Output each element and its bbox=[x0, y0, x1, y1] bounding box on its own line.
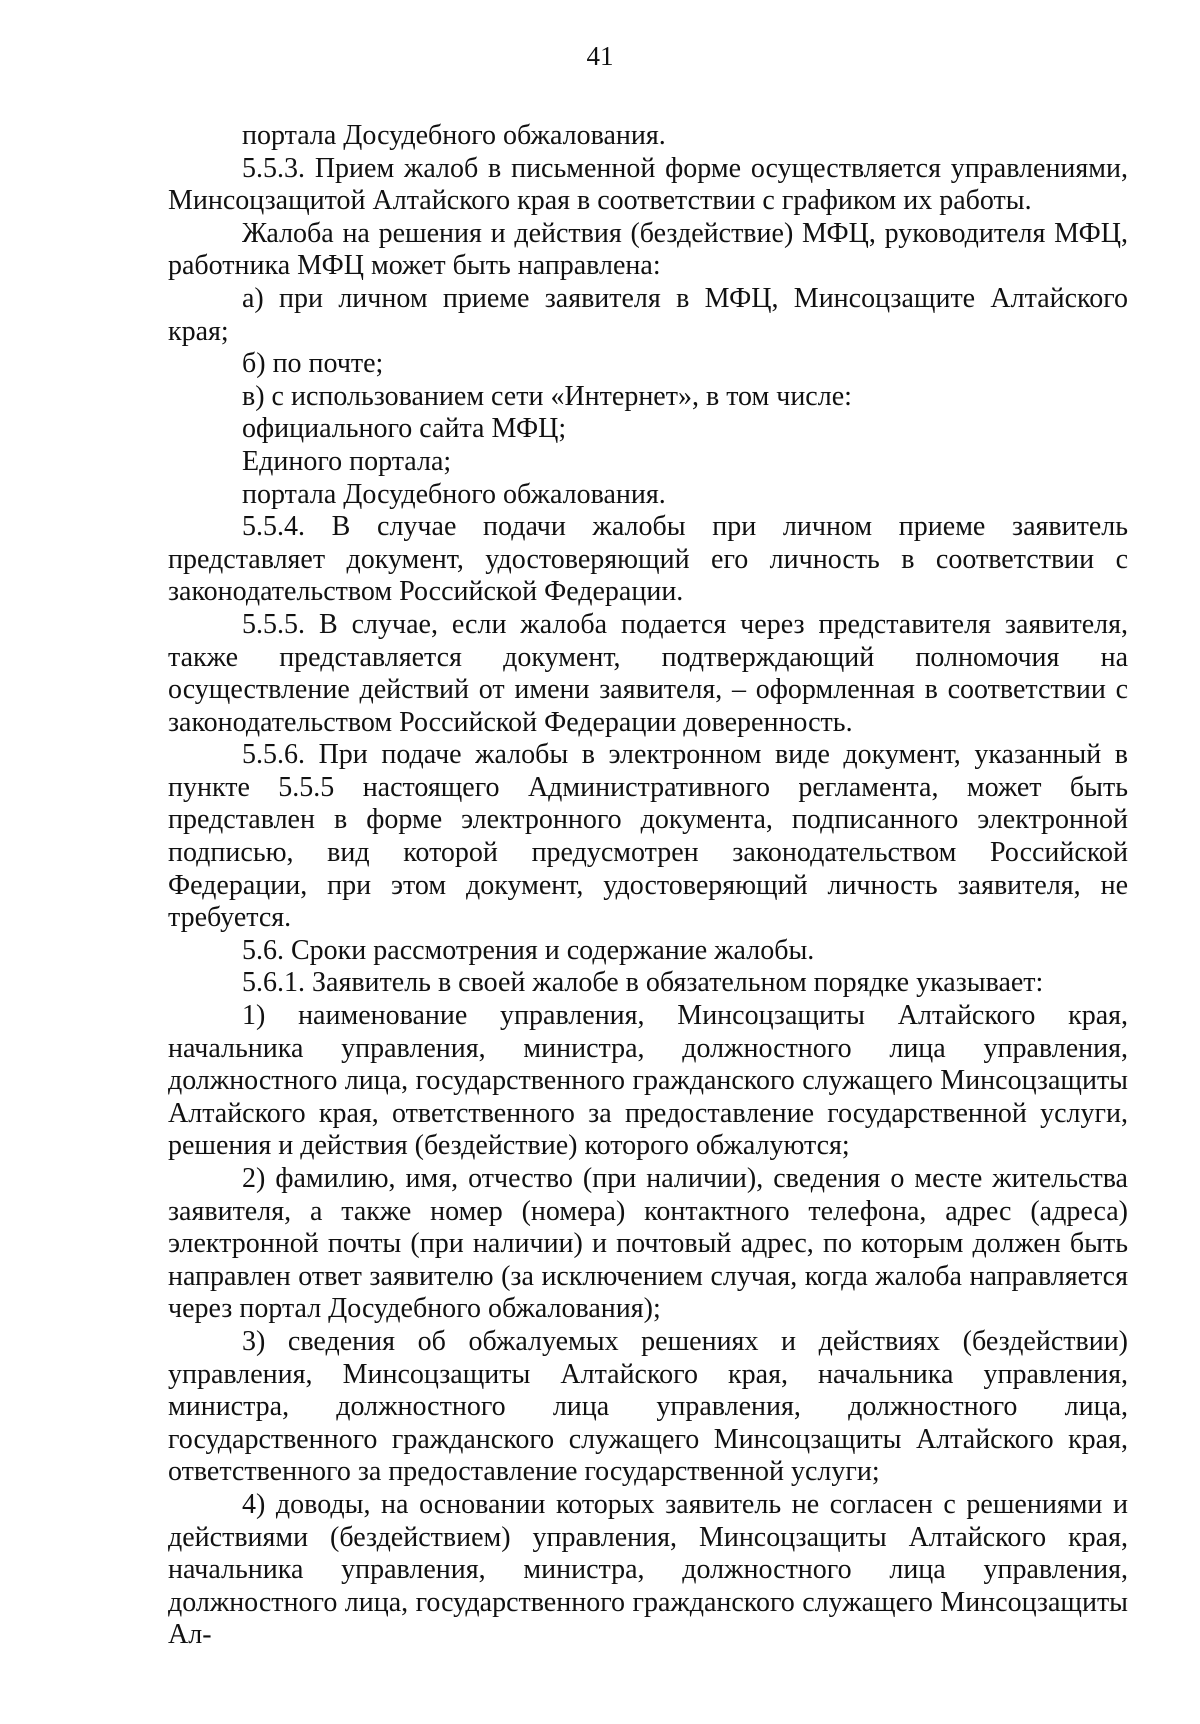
list-item-a: а) при личном приеме заявителя в МФЦ, Минсоцзащите Алтайского края; bbox=[168, 282, 1128, 347]
list-item-single-portal: Единого портала; bbox=[242, 445, 452, 477]
list-item-mfc-site: официального сайта МФЦ; bbox=[242, 413, 567, 445]
paragraph-5-5-5: 5.5.5. В случае, если жалоба подается через представителя заявителя, также представляется документ, подтверждающий полномочия на осуществление действий от имени заявителя, – оформленная в соответствии с законодательством Российской Федерации доверенность. bbox=[168, 608, 1128, 738]
paragraph-5-6-1: 5.6.1. Заявитель в своей жалобе в обязательном порядке указывает: bbox=[242, 967, 1044, 999]
document-body bbox=[168, 120, 1128, 1652]
paragraph-5-5-4: 5.5.4. В случае подачи жалобы при личном приеме заявитель представляет документ, удостоверяющий его личность в соответствии с законодательством Российской Федерации. bbox=[168, 511, 1128, 608]
list-item-2: 2) фамилию, имя, отчество (при наличии), сведения о месте жительства заявителя, а также номер (номера) контактного телефона, адрес (адреса) электронной почты (при наличии) и почтовый адрес, по которым должен быть направлен ответ заявителю (за исключением случая, когда жалоба направляется через портал Досудебного обжалования); bbox=[168, 1163, 1128, 1325]
list-item-v: в) с использованием сети «Интернет», в том числе: bbox=[242, 380, 852, 412]
list-item-b: б) по почте; bbox=[242, 348, 384, 380]
list-item-appeal-portal: портала Досудебного обжалования. bbox=[242, 478, 666, 510]
list-item-1: 1) наименование управления, Минсоцзащиты Алтайского края, начальника управления, министра, должностного лица управления, должностного лица, государственного гражданского служащего Минсоцзащиты Алтайского края, ответственного за предоставление государственной услуги, решения и действия (бездействие) которого обжалуются; bbox=[168, 1000, 1128, 1162]
list-item-3: 3) сведения об обжалуемых решениях и действиях (бездействии) управления, Минсоцзащиты Алтайского края, начальника управления, министра, должностного лица управления, должностного лица, государственного гражданского служащего Минсоцзащиты Алтайского края, ответственного за предоставление государственной услуги; bbox=[168, 1325, 1128, 1488]
heading-5-6: 5.6. Сроки рассмотрения и содержание жалобы. bbox=[242, 934, 815, 966]
paragraph-5-5-3: 5.5.3. Прием жалоб в письменной форме осуществляется управлениями, Минсоцзащитой Алтайского края в соответствии с графиком их работы. bbox=[168, 152, 1128, 217]
list-item-4: 4) доводы, на основании которых заявитель не согласен с решениями и действиями (бездействием) управления, Минсоцзащиты Алтайского края, начальника управления, министра, должностного лица управления, должностного лица, государственного гражданского служащего Минсоцзащиты Ал- bbox=[168, 1488, 1128, 1651]
paragraph-5-5-6: 5.5.6. При подаче жалобы в электронном виде документ, указанный в пункте 5.5.5 настоящего Административного регламента, может быть представлен в форме электронного документа, подписанного электронной подписью, вид которой предусмотрен законодательством Российской Федерации, при этом документ, удостоверяющий личность заявителя, не требуется. bbox=[168, 739, 1128, 934]
paragraph-portal-appeal-continuation: портала Досудебного обжалования. bbox=[242, 120, 666, 151]
page-number: 41 bbox=[586, 41, 614, 71]
paragraph-mfc-complaint: Жалоба на решения и действия (бездействие) МФЦ, руководителя МФЦ, работника МФЦ может быть направлена: bbox=[168, 217, 1128, 282]
